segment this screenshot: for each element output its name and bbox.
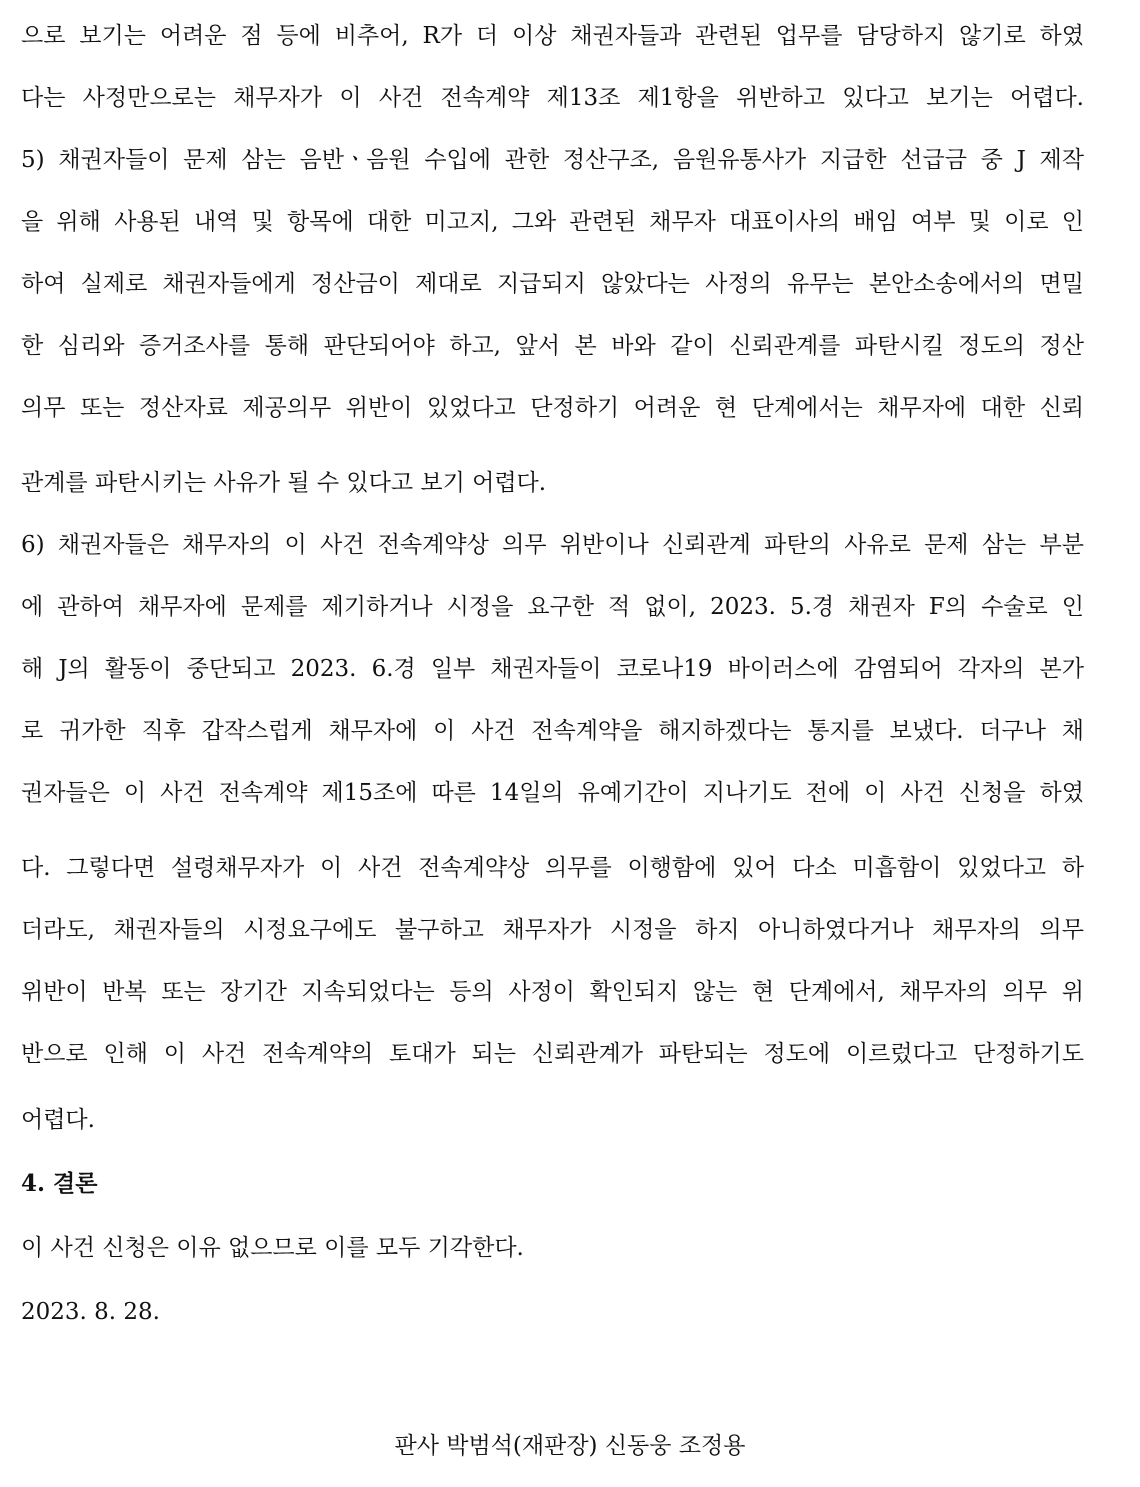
body-line: 5) 채권자들이 문제 삼는 음반ㆍ음원 수입에 관한 정산구조, 음원유통사가 지급한 선급금 중 J 제작 (21, 147, 1084, 173)
body-line: 으로 보기는 어려운 점 등에 비추어, R가 더 이상 채권자들과 관련된 업무를 담당하지 않기로 하였 (21, 23, 1084, 49)
body-line: 다는 사정만으로는 채무자가 이 사건 전속계약 제13조 제1항을 위반하고 있다고 보기는 어렵다. (21, 85, 1084, 111)
decision-date: 2023. 8. 28. (21, 1299, 160, 1325)
body-line: 의무 또는 정산자료 제공의무 위반이 있었다고 단정하기 어려운 현 단계에서는 채무자에 대한 신뢰 (21, 395, 1084, 421)
body-line: 하여 실제로 채권자들에게 정산금이 제대로 지급되지 않았다는 사정의 유무는 본안소송에서의 면밀 (21, 271, 1084, 297)
body-line: 권자들은 이 사건 전속계약 제15조에 따른 14일의 유예기간이 지나기도 전에 이 사건 신청을 하였 (21, 780, 1084, 806)
body-line: 6) 채권자들은 채무자의 이 사건 전속계약상 의무 위반이나 신뢰관계 파탄의 사유로 문제 삼는 부분 (21, 532, 1084, 558)
body-line: 위반이 반복 또는 장기간 지속되었다는 등의 사정이 확인되지 않는 현 단계에서, 채무자의 의무 위 (21, 979, 1084, 1005)
section-heading: 4. 결론 (21, 1170, 98, 1197)
body-line: 에 관하여 채무자에 문제를 제기하거나 시정을 요구한 적 없이, 2023. 5.경 채권자 F의 수술로 인 (21, 594, 1084, 620)
body-line: 관계를 파탄시키는 사유가 될 수 있다고 보기 어렵다. (21, 470, 547, 496)
body-line: 반으로 인해 이 사건 전속계약의 토대가 되는 신뢰관계가 파탄되는 정도에 이르렀다고 단정하기도 (21, 1041, 1084, 1067)
body-line: 을 위해 사용된 내역 및 항목에 대한 미고지, 그와 관련된 채무자 대표이사의 배임 여부 및 이로 인 (21, 209, 1084, 235)
body-line: 로 귀가한 직후 갑작스럽게 채무자에 이 사건 전속계약을 해지하겠다는 통지를 보냈다. 더구나 채 (21, 718, 1084, 744)
conclusion-text: 이 사건 신청은 이유 없으므로 이를 모두 기각한다. (21, 1235, 524, 1261)
judge-signature: 판사 박범석(재판장) 신동웅 조정용 (394, 1433, 746, 1459)
body-line: 다. 그렇다면 설령채무자가 이 사건 전속계약상 의무를 이행함에 있어 다소 미흡함이 있었다고 하 (21, 855, 1084, 881)
body-line: 더라도, 채권자들의 시정요구에도 불구하고 채무자가 시정을 하지 아니하였다거나 채무자의 의무 (21, 917, 1084, 943)
body-line: 한 심리와 증거조사를 통해 판단되어야 하고, 앞서 본 바와 같이 신뢰관계를 파탄시킬 정도의 정산 (21, 333, 1084, 359)
body-line: 어렵다. (21, 1107, 95, 1133)
body-line: 해 J의 활동이 중단되고 2023. 6.경 일부 채권자들이 코로나19 바이러스에 감염되어 각자의 본가 (21, 656, 1084, 682)
